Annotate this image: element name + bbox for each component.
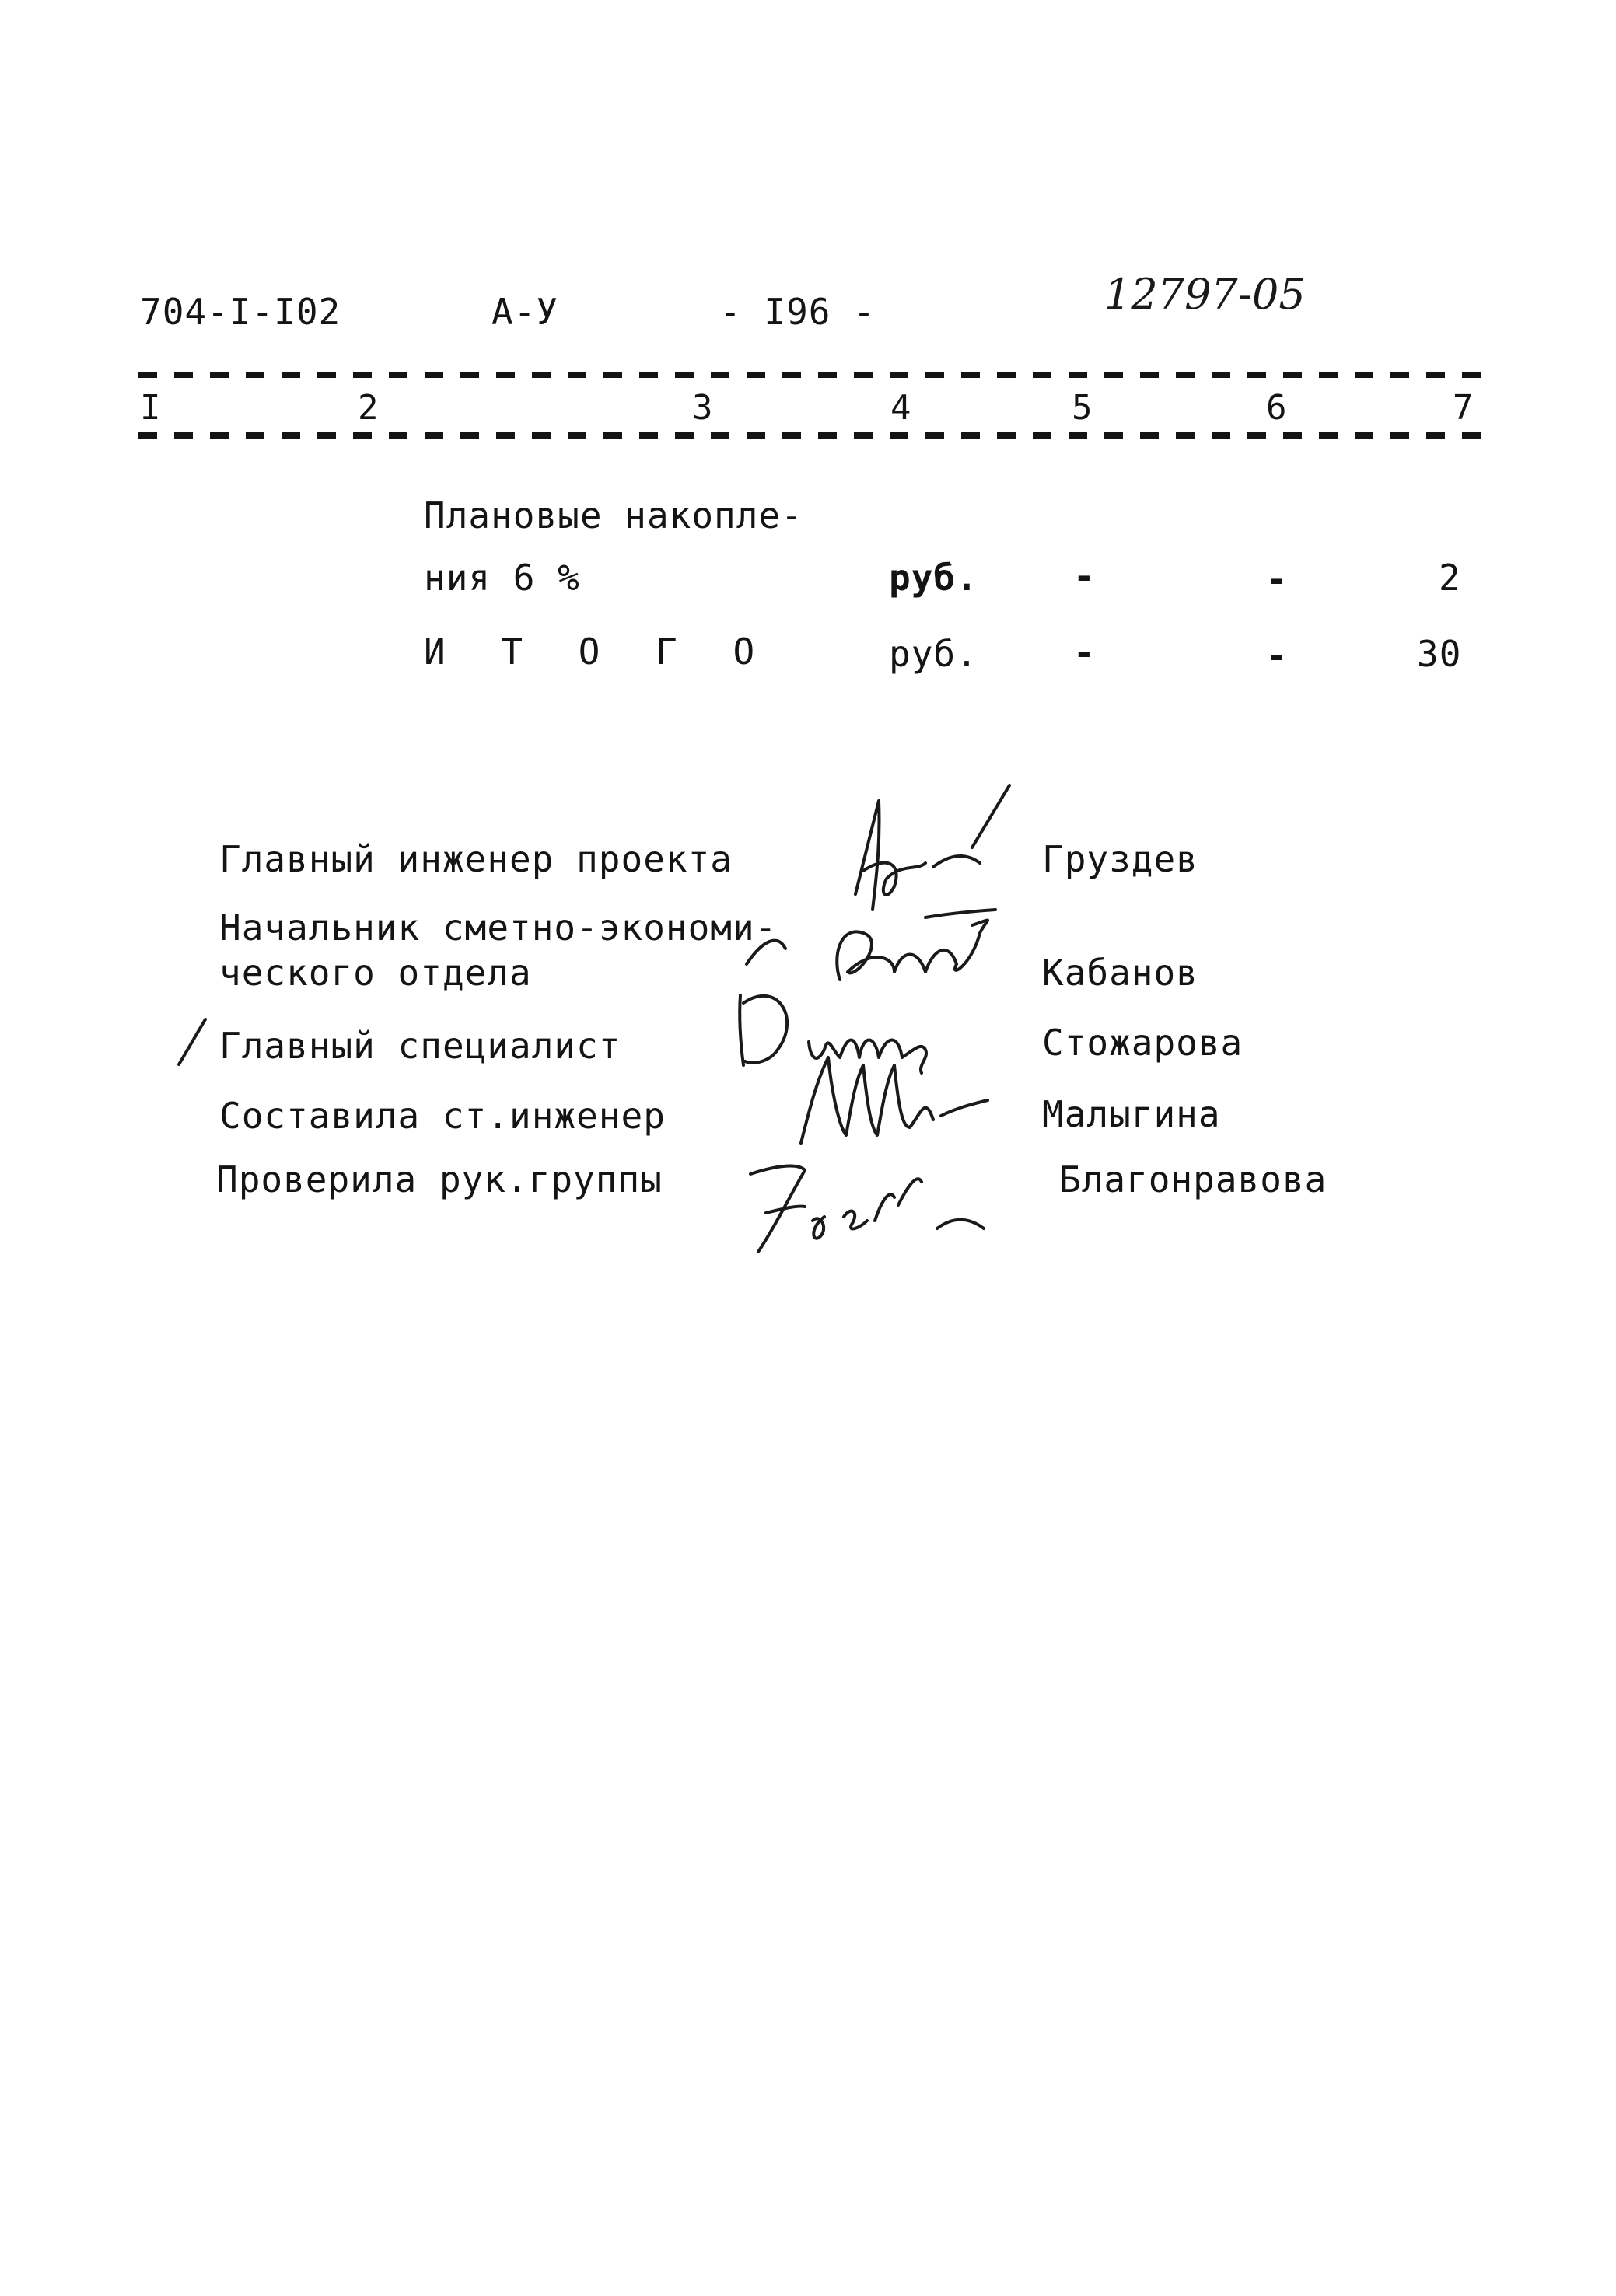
signatory-position: Главный специалист (219, 1025, 621, 1067)
row-label-line2: ния 6 % (424, 557, 580, 599)
row-col5-value: - (1073, 555, 1096, 597)
handwritten-reference: 12797-05 (1104, 270, 1306, 319)
column-rule-top (138, 372, 1488, 378)
signatory-name: Малыгина (1042, 1093, 1221, 1135)
signature-5 (735, 1151, 999, 1260)
section-code: А-У (491, 291, 559, 333)
signatory-name: Благонравова (1059, 1158, 1327, 1200)
row-col7-value: 2 (1439, 557, 1461, 599)
signatory-position: Составила ст.инженер (219, 1095, 666, 1137)
signatory-name: Кабанов (1042, 952, 1198, 994)
total-unit: руб. (889, 633, 978, 675)
total-label: И Т О Г О (424, 631, 772, 673)
column-number-5: 5 (1072, 388, 1093, 428)
signatory-position-cont: ческого отдела (219, 952, 532, 994)
signatory-position: Главный инженер проекта (219, 838, 733, 880)
tick-mark (173, 1015, 212, 1069)
row-unit: руб. (889, 557, 978, 599)
row-col6-value: - (1266, 558, 1289, 600)
total-col7-value: 30 (1417, 633, 1462, 675)
document-code: 704-I-I02 (140, 291, 341, 333)
signatory-name: Стожарова (1042, 1022, 1243, 1064)
column-number-3: 3 (692, 388, 713, 428)
signatory-name: Груздев (1042, 838, 1198, 880)
page-number: - I96 - (719, 291, 876, 333)
signatory-position: Проверила рук.группы (216, 1158, 663, 1200)
column-number-4: 4 (890, 388, 911, 428)
column-rule-bottom (138, 432, 1488, 439)
total-col5-value: - (1073, 631, 1096, 673)
signature-4 (785, 1042, 1019, 1151)
column-number-6: 6 (1266, 388, 1287, 428)
column-number-2: 2 (358, 388, 379, 428)
total-col6-value: - (1266, 634, 1289, 676)
column-number-1: I (140, 388, 161, 428)
column-number-7: 7 (1453, 388, 1474, 428)
row-label-line1: Плановые накопле- (424, 494, 803, 536)
signatory-position: Начальник сметно-экономи- (219, 907, 778, 949)
